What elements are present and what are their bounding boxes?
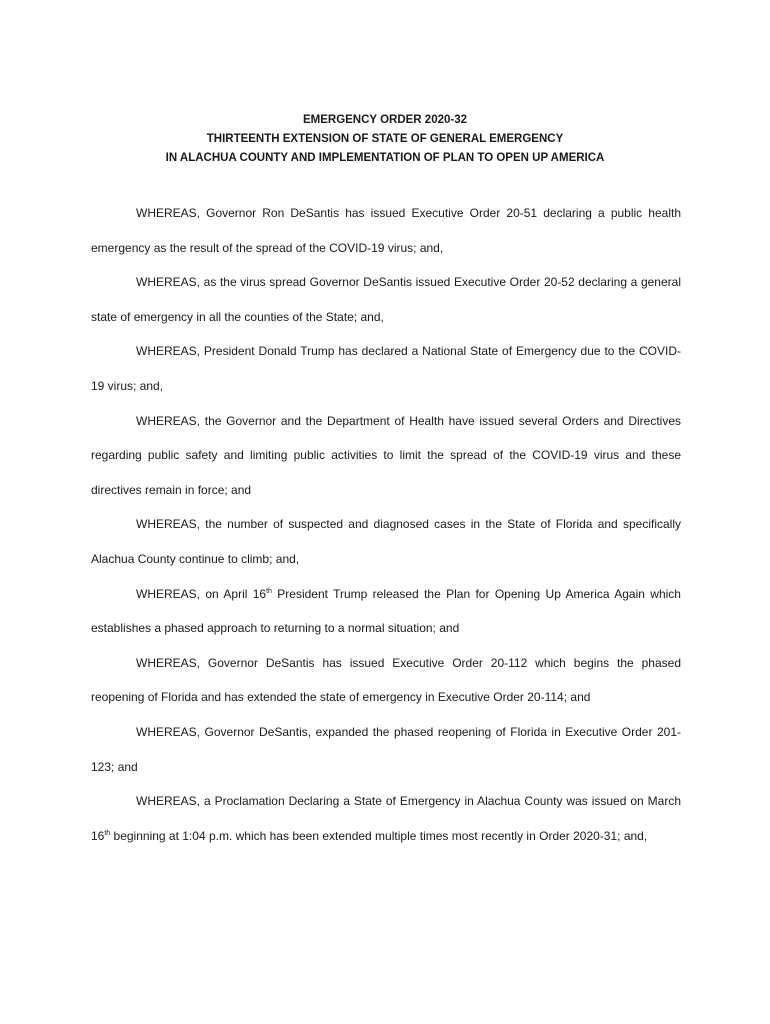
paragraph-9-text-end: beginning at 1:04 p.m. which has been extended multiple times most recently in Order 2020-31; and, <box>110 828 648 843</box>
whereas-paragraph-8: WHEREAS, Governor DeSantis, expanded the phased reopening of Florida in Executive Order 201-123; and <box>91 724 681 774</box>
document-title <box>0 111 770 168</box>
paragraph-9-text-start: WHEREAS, a Proclamation Declaring a State of Emergency in Alachua County was issued on March 16 <box>91 794 681 843</box>
paragraph-6-text-end: President Trump released the Plan for Opening Up America Again which establishes a phased approach to returning to a normal situation; and <box>91 586 681 636</box>
ordinal-suffix: th <box>266 587 272 595</box>
title-line-implementation: IN ALACHUA COUNTY AND IMPLEMENTATION OF PLAN TO OPEN UP AMERICA <box>165 152 605 164</box>
whereas-paragraph-2: WHEREAS, as the virus spread Governor DeSantis issued Executive Order 20-52 declaring a general state of emergency in all the counties of the State; and, <box>91 275 681 324</box>
whereas-paragraph-5: WHEREAS, the number of suspected and diagnosed cases in the State of Florida and specifically Alachua County continue to climb; and, <box>91 517 681 566</box>
title-line-extension: THIRTEENTH EXTENSION OF STATE OF GENERAL EMERGENCY <box>206 133 564 145</box>
whereas-paragraph-6 <box>91 577 681 646</box>
whereas-paragraph-3: WHEREAS, President Donald Trump has declared a National State of Emergency due to the COVID-19 virus; and, <box>91 344 681 393</box>
document-body <box>91 196 681 853</box>
whereas-paragraph-9 <box>91 784 681 853</box>
paragraph-6-text-start: WHEREAS, on April 16 <box>136 586 267 601</box>
title-line-order-number: EMERGENCY ORDER 2020-32 <box>302 114 468 126</box>
ordinal-suffix: th <box>104 829 111 837</box>
whereas-paragraph-1: WHEREAS, Governor Ron DeSantis has issued Executive Order 20-51 declaring a public health emergency as the result of the spread of the COVID-19 virus; and, <box>91 206 681 255</box>
whereas-paragraph-4: WHEREAS, the Governor and the Department of Health have issued several Orders and Directives regarding public safety and limiting public activities to limit the spread of the COVID-19 virus and these directives remain in force; and <box>91 413 681 497</box>
whereas-paragraph-7: WHEREAS, Governor DeSantis has issued Executive Order 20-112 which begins the phased reopening of Florida and has extended the state of emergency in Executive Order 20-114; and <box>91 655 681 705</box>
